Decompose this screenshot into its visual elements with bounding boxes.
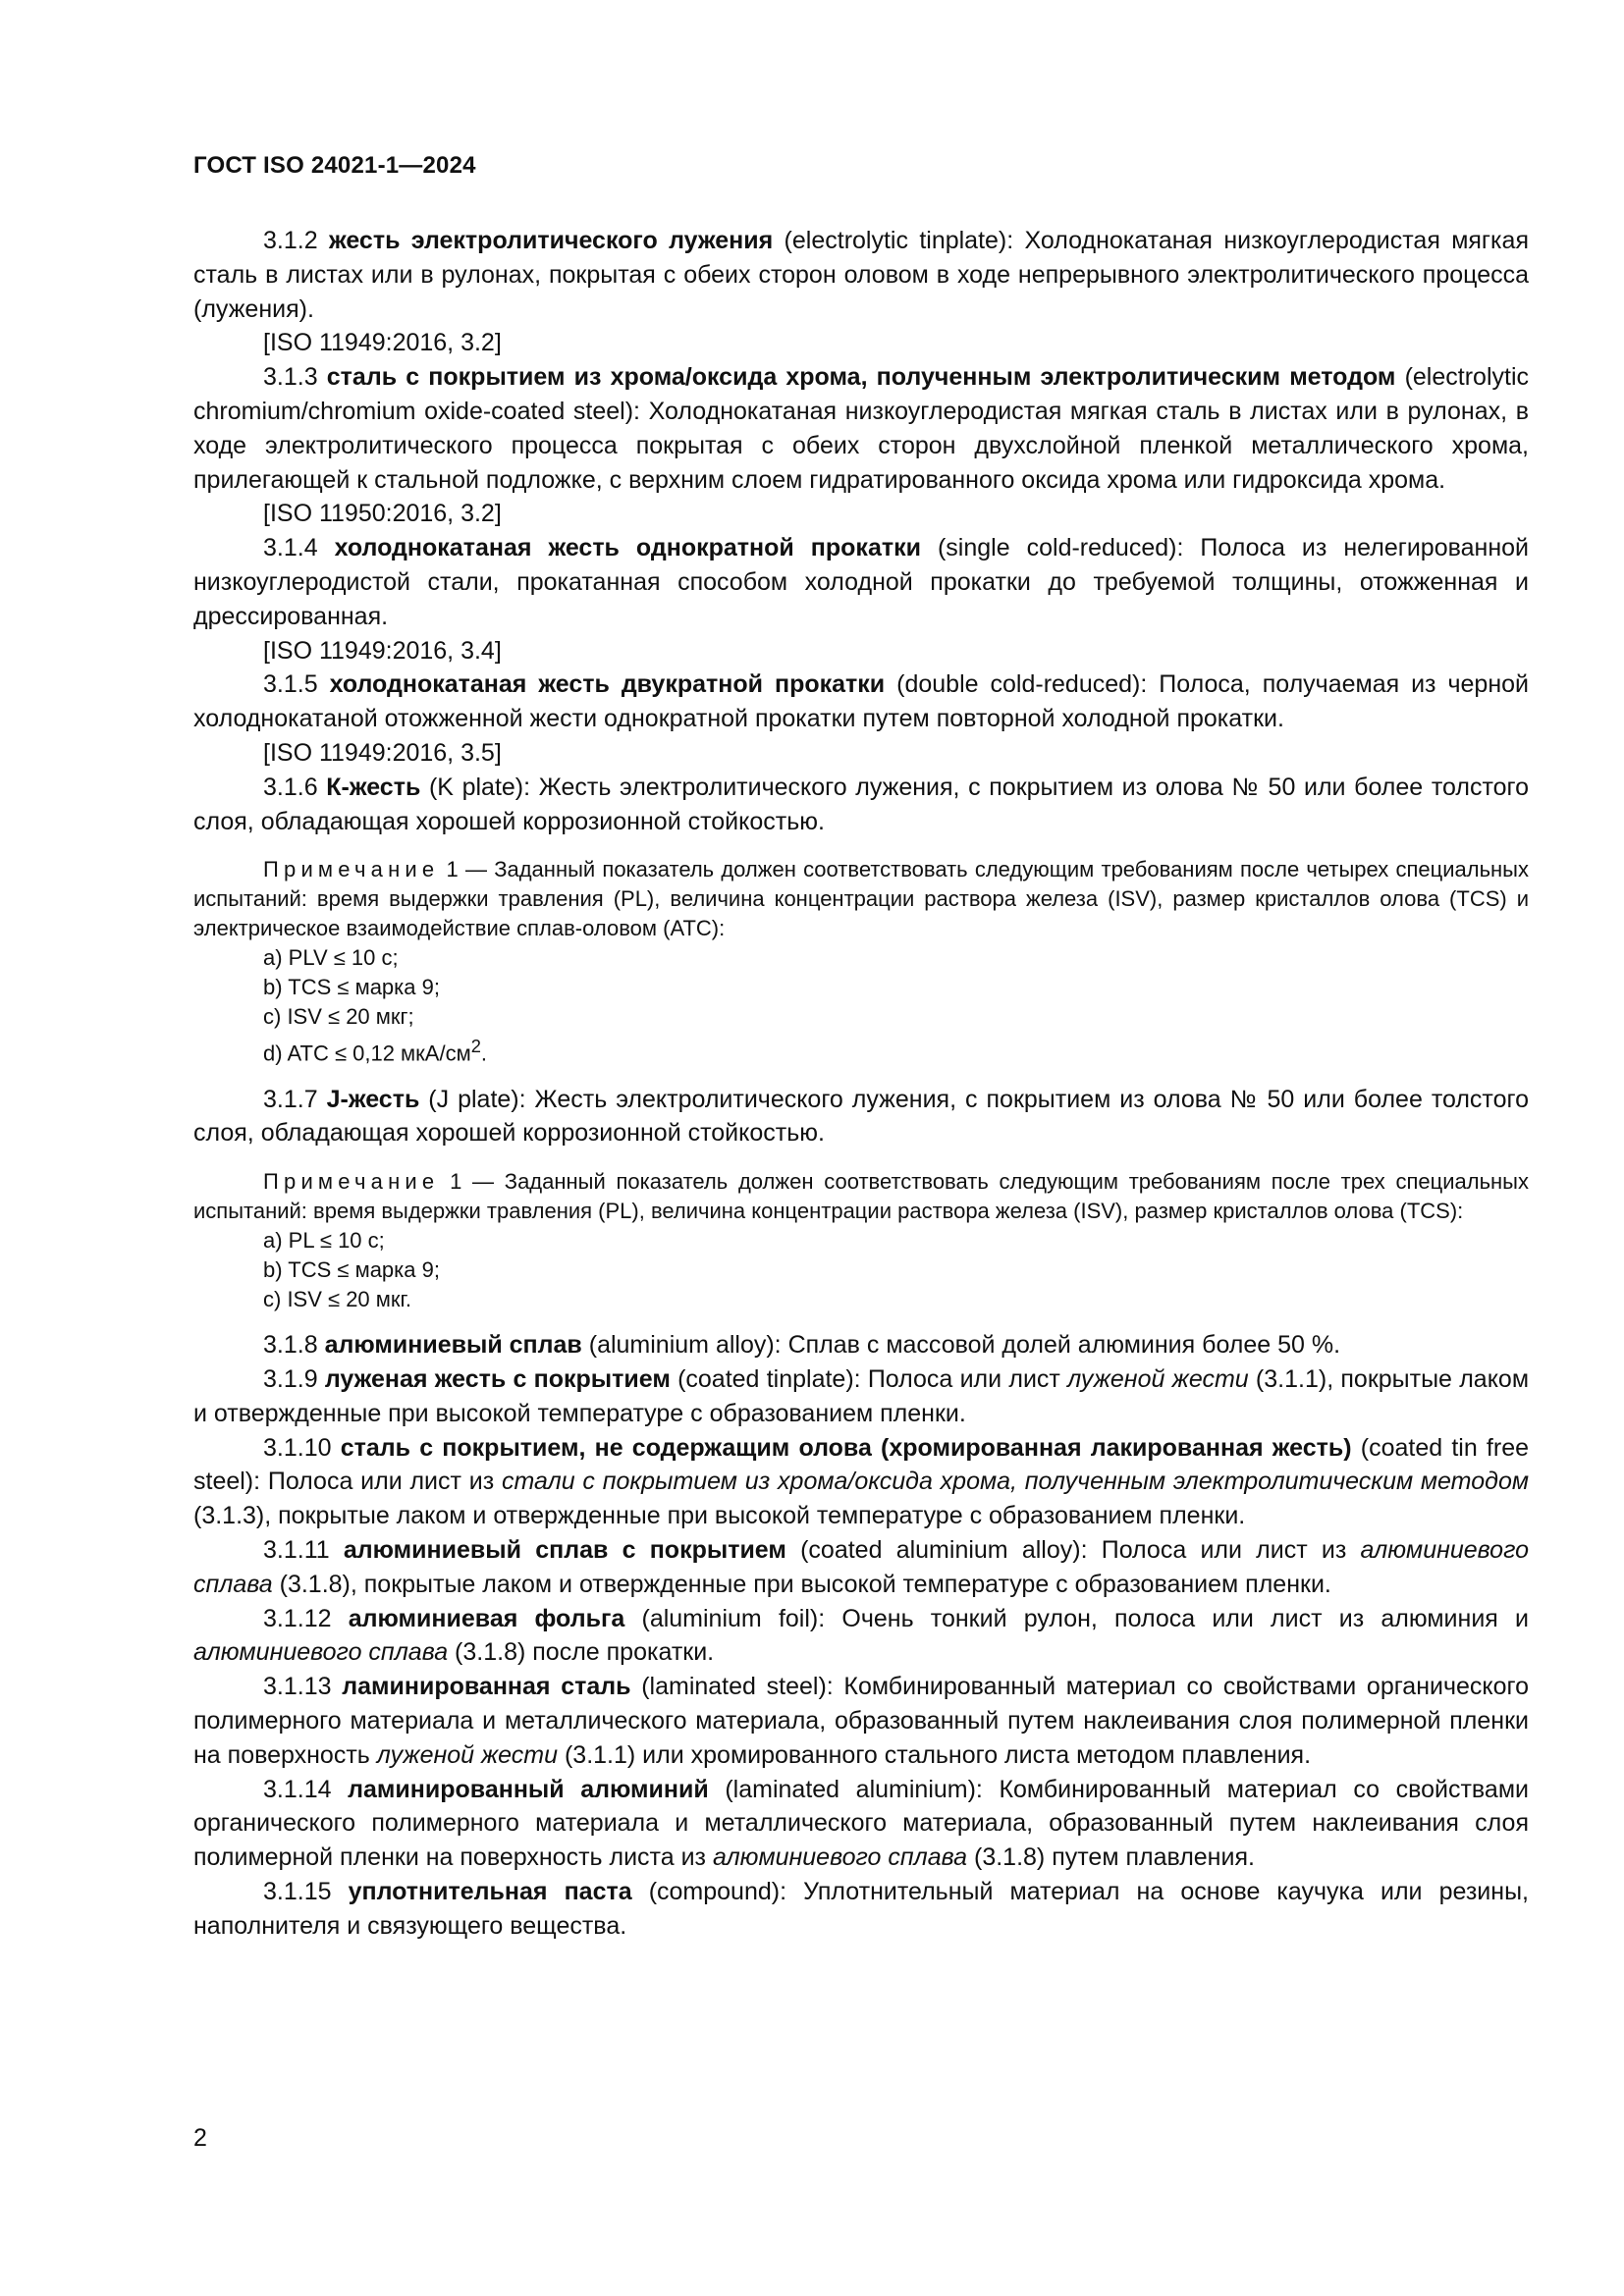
source-reference: [ISO 11949:2016, 3.2]: [263, 329, 502, 357]
term-title: луженая жесть с покрытием: [324, 1365, 671, 1394]
term-title: ламинированный алюминий: [348, 1775, 709, 1803]
term-entry: [193, 1773, 1529, 1875]
source-reference: [ISO 11950:2016, 3.2]: [263, 500, 502, 528]
term-number: 3.1.13: [263, 1673, 332, 1701]
term-entry: [193, 1431, 1529, 1533]
note-block: [193, 1167, 1529, 1314]
terms-section: [193, 224, 1529, 1944]
term-title: сталь с покрытием, не содержащим олова (хромированная лакированная жесть): [340, 1433, 1352, 1462]
term-title: холоднокатаная жесть двукратной прокатки: [329, 670, 886, 699]
note-list-item: a) PLV ≤ 10 с;: [263, 945, 399, 971]
note-label: Примечание: [263, 857, 440, 882]
note-list-item: b) TCS ≤ марка 9;: [263, 1257, 440, 1283]
term-entry: [193, 224, 1529, 326]
note-text: [193, 1167, 1529, 1226]
term-entry: [193, 667, 1529, 736]
term-definition: (single cold-reduced): Полоса из нелегированной низкоуглеродистой стали, прокатанная способом холодной прокатки до требуемой толщины, отожженная и дрессированная.: [193, 534, 1529, 630]
term-number: 3.1.8: [263, 1331, 318, 1360]
term-definition: (K plate): Жесть электролитического лужения, с покрытием из олова № 50 или более толстого слоя, обладающая хорошей коррозионной стойкостью.: [193, 773, 1529, 835]
term-title: сталь с покрытием из хрома/оксида хрома, полученным электролитическим методом: [326, 363, 1396, 392]
term-number: 3.1.9: [263, 1365, 318, 1394]
term-entry: [193, 1328, 1529, 1362]
note-item-text: d) ATC ≤ 0,12 мкА/см: [263, 1041, 471, 1066]
term-definition-end: (3.1.8) путем плавления.: [967, 1843, 1255, 1872]
term-crossref: алюминиевого сплава: [712, 1843, 968, 1872]
note-item-end: .: [480, 1041, 488, 1066]
note-list-item: c) ISV ≤ 20 мкг;: [263, 1004, 414, 1030]
term-entry: [193, 1083, 1529, 1151]
note-body: 1 — Заданный показатель должен соответствовать следующим требованиям после трех специальных испытаний: время выдержки травления (PL), величина концентрации раствора железа (ISV), размер кристаллов олова (TCS):: [193, 1169, 1529, 1224]
term-number: 3.1.11: [263, 1536, 330, 1565]
term-crossref: алюминиевого сплава: [193, 1638, 449, 1667]
term-definition-end: (3.1.1) или хромированного стального листа методом плавления.: [558, 1740, 1312, 1769]
term-title: ламинированная сталь: [342, 1673, 631, 1701]
note-list-item: c) ISV ≤ 20 мкг.: [263, 1287, 411, 1312]
note-list-item: a) PL ≤ 10 с;: [263, 1228, 385, 1254]
term-definition: (electrolytic chromium/chromium oxide-coated steel): Холоднокатаная низкоуглеродистая мягкая сталь в листах или в рулонах, в ходе электролитического процесса покрытая с обеих сторон двухслойной пленкой металлического хрома, прилегающей к стальной подложке, с верхним слоем гидратированного оксида хрома или гидроксида хрома.: [193, 363, 1529, 494]
term-entry: [193, 1875, 1529, 1944]
term-definition: (laminated aluminium): Комбинированный материал со свойствами органического полимерного материала и металлического материала, образованный путем наклеивания слоя полимерной пленки на поверхность листа из: [193, 1775, 1529, 1872]
term-crossref: алюминиевого сплава: [193, 1536, 1530, 1598]
term-crossref: стали с покрытием из хрома/оксида хрома, полученным электролитическим методом: [501, 1468, 1529, 1496]
term-title: уплотнительная паста: [348, 1878, 632, 1906]
note-block: [193, 855, 1529, 1068]
term-number: 3.1.12: [263, 1604, 332, 1632]
term-entry: [193, 1670, 1529, 1772]
source-reference: [ISO 11949:2016, 3.5]: [263, 738, 502, 767]
term-crossref: луженой жести: [376, 1740, 559, 1769]
term-number: 3.1.3: [263, 363, 318, 392]
term-definition: (compound): Уплотнительный материал на основе каучука или резины, наполнителя и связующего вещества.: [193, 1878, 1529, 1940]
page-number: 2: [193, 2124, 207, 2152]
source-reference: [ISO 11949:2016, 3.4]: [263, 636, 502, 665]
term-number: 3.1.10: [263, 1433, 332, 1462]
term-definition: (coated tin free steel): Полоса или лист из: [193, 1433, 1529, 1496]
term-title: алюминиевый сплав с покрытием: [343, 1536, 786, 1565]
term-number: 3.1.2: [263, 227, 318, 254]
term-number: 3.1.7: [263, 1085, 318, 1113]
term-number: 3.1.5: [263, 670, 318, 699]
term-entry: [193, 531, 1529, 633]
term-entry: [193, 1362, 1529, 1431]
term-title: J-жесть: [326, 1085, 420, 1113]
note-list-item: [193, 1032, 1529, 1068]
note-list-item: b) TCS ≤ марка 9;: [263, 975, 440, 1000]
term-definition: (aluminium foil): Очень тонкий рулон, полоса или лист из алюминия и: [624, 1604, 1530, 1632]
term-entry: [193, 360, 1529, 497]
term-entry: [193, 1533, 1529, 1602]
term-number: 3.1.4: [263, 534, 318, 562]
term-definition: (J plate): Жесть электролитического лужения, с покрытием из олова № 50 или более толстого слоя, обладающая хорошей коррозионной стойкостью.: [193, 1085, 1529, 1148]
term-crossref: луженой жести: [1067, 1365, 1249, 1394]
note-body: 1 — Заданный показатель должен соответствовать следующим требованиям после четырех специальных испытаний: время выдержки травления (PL), величина концентрации раствора железа (ISV), размер кристаллов олова (TCS) и электрическое взаимодействие сплав-оловом (ATC):: [193, 857, 1529, 941]
note-label: Примечание: [263, 1169, 440, 1195]
note-text: [193, 855, 1529, 943]
term-definition: (laminated steel): Комбинированный материал со свойствами органического полимерного материала и металлического материала, образованный путем наклеивания слоя полимерной пленки на поверхность: [193, 1673, 1529, 1769]
term-entry: [193, 1602, 1529, 1671]
superscript: 2: [470, 1036, 481, 1057]
term-number: 3.1.14: [263, 1775, 332, 1803]
term-definition-end: (3.1.3), покрытые лаком и отвержденные при высокой температуре с образованием пленки.: [193, 1502, 1246, 1530]
term-number: 3.1.15: [263, 1878, 332, 1906]
term-entry: [193, 771, 1529, 839]
term-definition-end: (3.1.8), покрытые лаком и отвержденные при высокой температуре с образованием пленки.: [272, 1570, 1331, 1598]
term-definition: (aluminium alloy): Сплав с массовой долей алюминия более 50 %.: [581, 1331, 1341, 1360]
term-number: 3.1.6: [263, 773, 318, 801]
term-definition: (coated aluminium alloy): Полоса или лист из: [785, 1536, 1361, 1565]
term-definition-end: (3.1.1), покрытые лаком и отвержденные при высокой температуре с образованием пленки.: [193, 1365, 1530, 1427]
term-definition: (double cold-reduced): Полоса, получаемая из черной холоднокатаной отожженной жести однократной прокатки путем повторной холодной прокатки.: [193, 670, 1529, 733]
term-title: алюминиевая фольга: [348, 1604, 625, 1632]
term-title: К-жесть: [326, 773, 421, 801]
document-header: ГОСТ ISO 24021-1—2024: [193, 152, 476, 179]
term-definition: (electrolytic tinplate): Холоднокатаная низкоуглеродистая мягкая сталь в листах или в рулонах, покрытая с обеих сторон оловом в ходе непрерывного электролитического процесса (лужения).: [193, 227, 1529, 323]
term-definition: (coated tinplate): Полоса или лист: [670, 1365, 1068, 1394]
term-title: алюминиевый сплав: [324, 1331, 582, 1360]
term-title: холоднокатаная жесть однократной прокатки: [334, 534, 921, 562]
term-title: жесть электролитического лужения: [328, 227, 774, 254]
term-definition-end: (3.1.8) после прокатки.: [448, 1638, 715, 1667]
